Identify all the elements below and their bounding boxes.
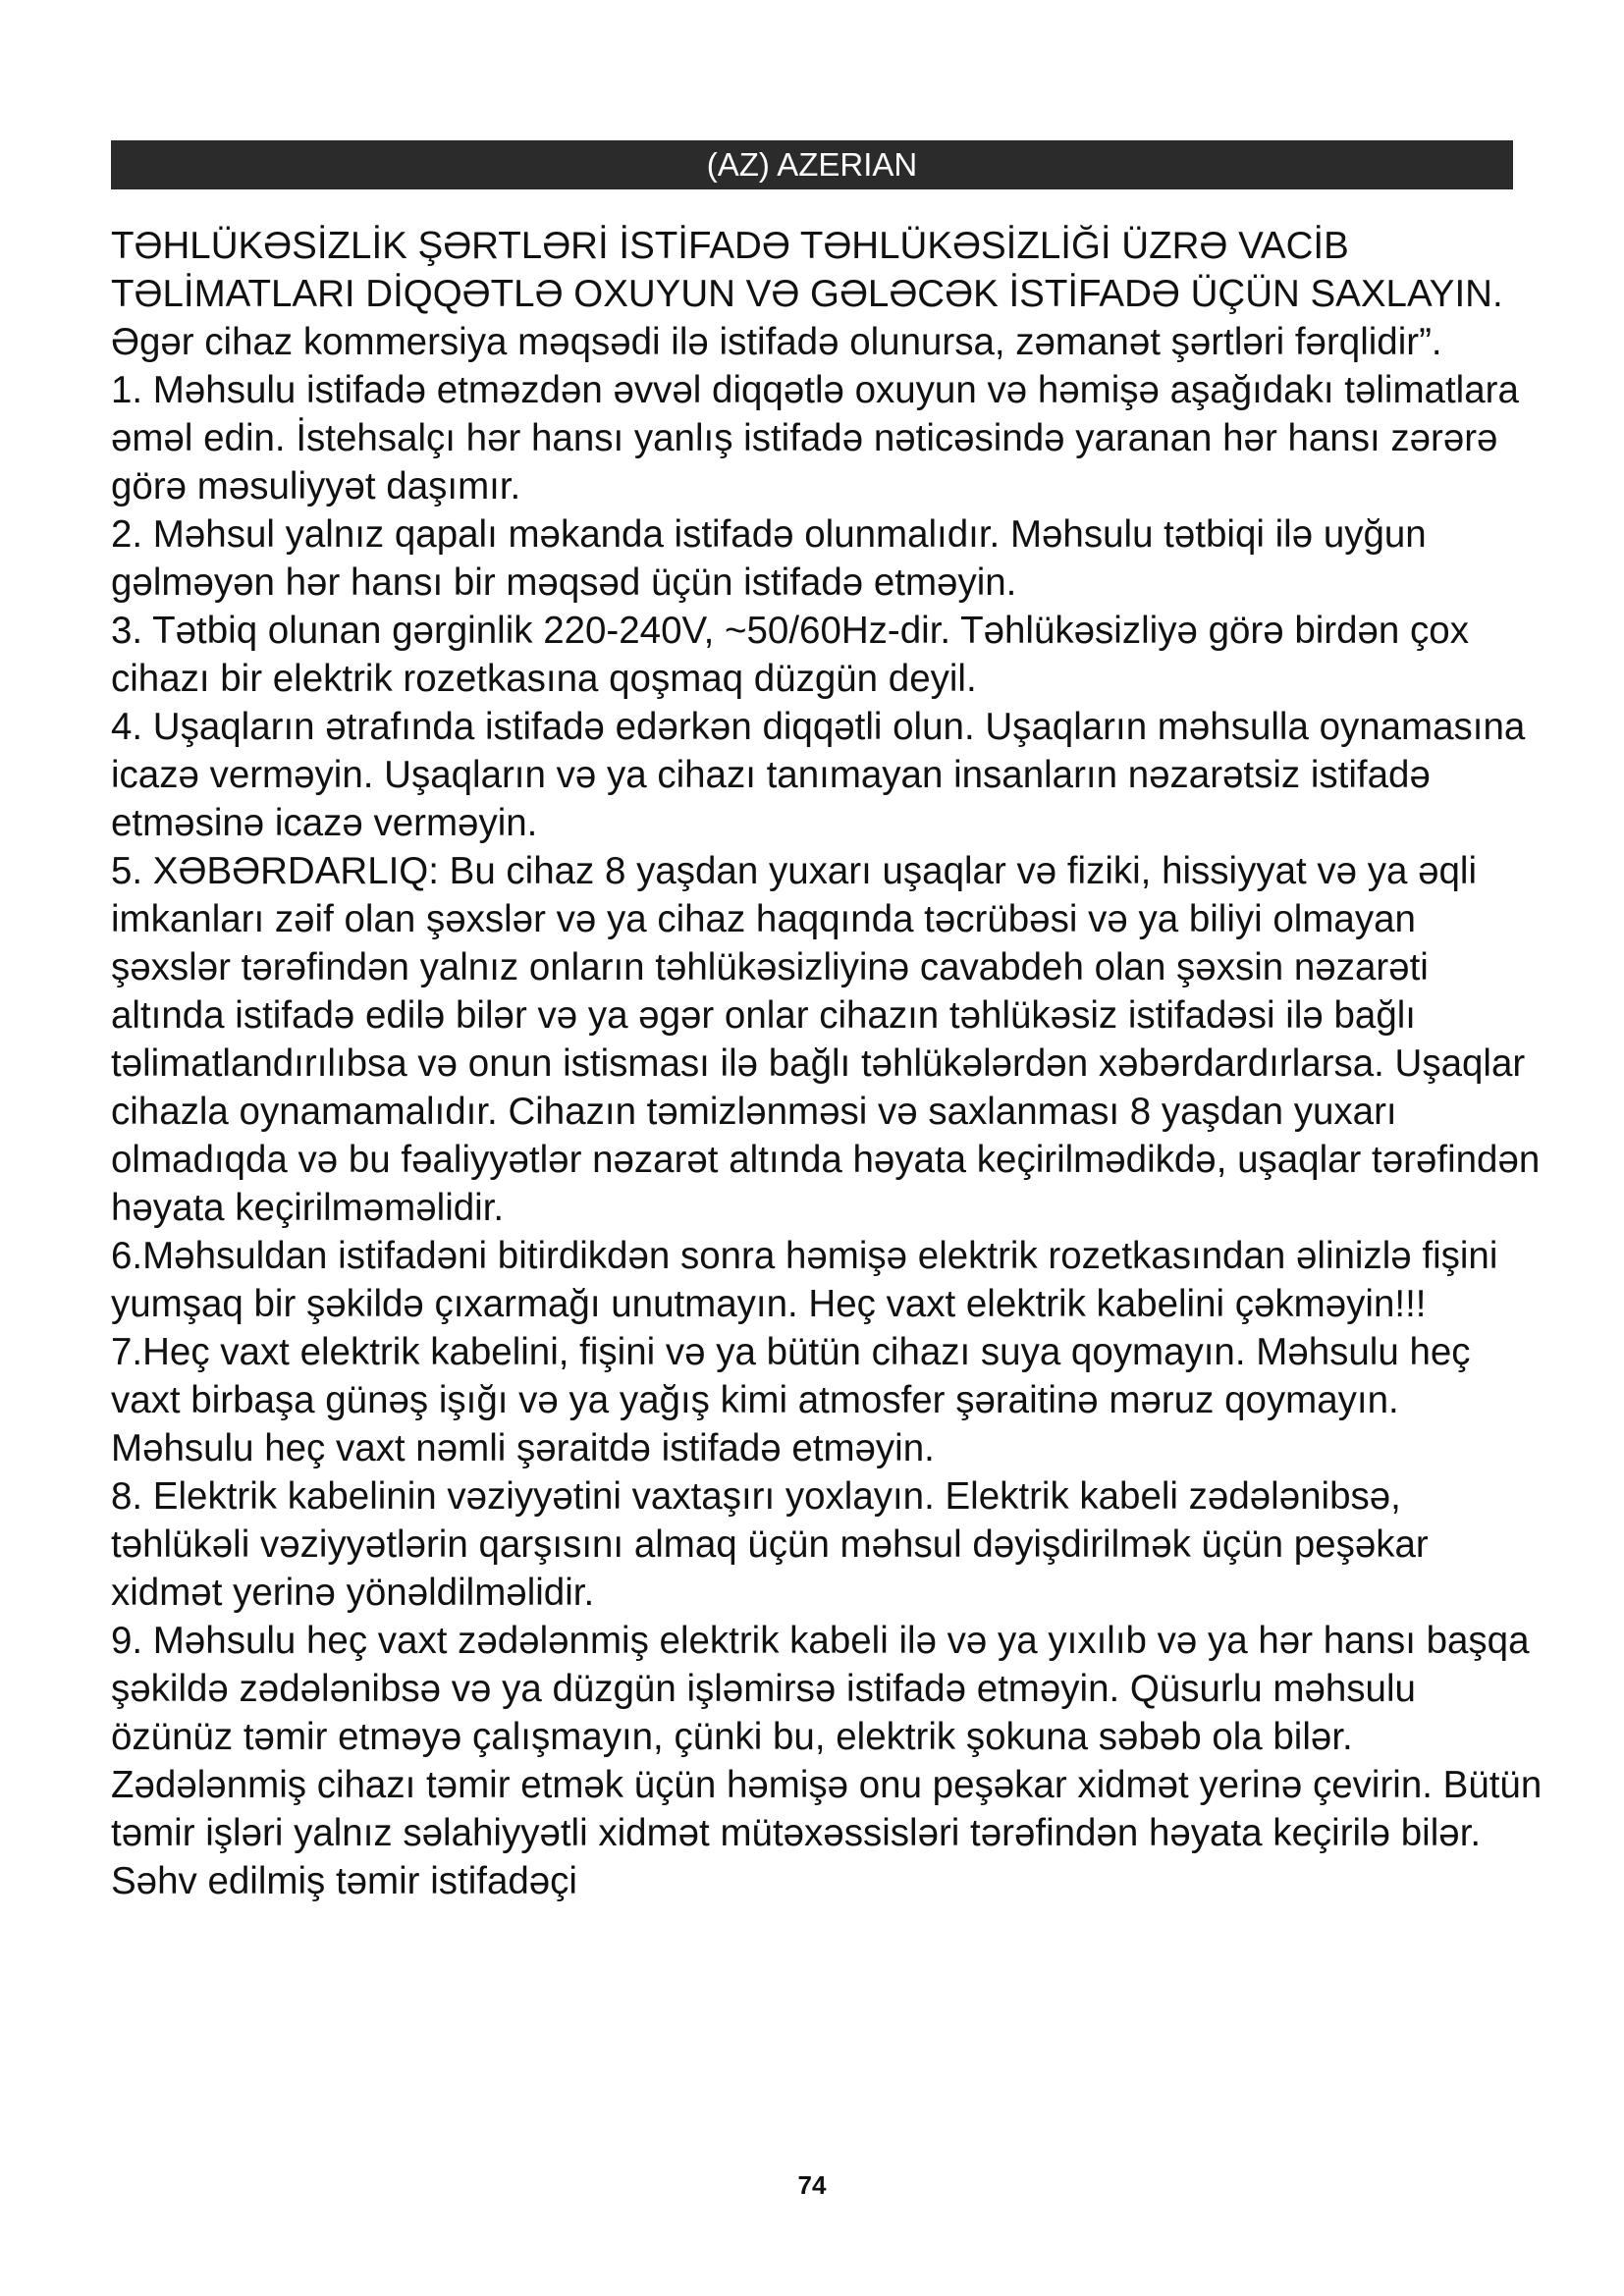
instruction-item-3: 3. Tətbiq olunan gərginlik 220-240V, ~50/60Hz-dir. Təhlükəsizliyə görə birdən çox cihazı bir elektrik rozetkasına qoşmaq düzgün deyil.: [111, 610, 1469, 700]
page-number: 74: [797, 2170, 827, 2200]
language-label: (AZ) AZERIAN: [706, 146, 918, 183]
instruction-item-1: 1. Məhsulu istifadə etməzdən əvvəl diqqətlə oxuyun və həmişə aşağıdakı təlimatlara əməl edin. İstehsalçı hər hansı yanlış istifadə nəticəsində yaranan hər hansı zərərə görə məsuliyyət daşımır.: [111, 369, 1519, 507]
instruction-item-7: 7.Heç vaxt elektrik kabelini, fişini və ya bütün cihazı suya qoymayın. Məhsulu heç vaxt birbaşa günəş işığı və ya yağış kimi atmosfer şəraitinə məruz qoymayın. Məhsulu heç vaxt nəmli şəraitdə istifadə etməyin.: [111, 1331, 1471, 1469]
instruction-item-9: 9. Məhsulu heç vaxt zədələnmiş elektrik kabeli ilə və ya yıxılıb və ya hər hansı başqa şəkildə zədələnibsə və ya düzgün işləmirsə istifadə etməyin. Qüsurlu məhsulu özünüz təmir etməyə çalışmayın, çünki bu, elektrik şokuna səbəb ola bilər. Zədələnmiş cihazı təmir etmək üçün həmişə onu peşəkar xidmət yerinə çevirin. Bütün təmir işləri yalnız səlahiyyətli xidmət mütəxəssisləri tərəfindən həyata keçirilə bilər. Səhv edilmiş təmir istifadəçi: [111, 1620, 1543, 1902]
instruction-item-4: 4. Uşaqların ətrafında istifadə edərkən diqqətli olun. Uşaqların məhsulla oynamasına icazə verməyin. Uşaqların və ya cihazı tanımayan insanların nəzarətsiz istifadə etməsinə icazə verməyin.: [111, 706, 1526, 844]
language-header-bar: [111, 140, 1513, 189]
instruction-item-5: 5. XƏBƏRDARLIQ: Bu cihaz 8 yaşdan yuxarı uşaqlar və fiziki, hissiyyat və ya əqli imkanları zəif olan şəxslər və ya cihaz haqqında təcrübəsi və ya biliyi olmayan şəxslər tərəfindən yalnız onların təhlükəsizliyinə cavabdeh olan şəxsin nəzarəti altında istifadə edilə bilər və ya əgər onlar cihazın təhlükəsiz istifadəsi ilə bağlı təlimatlandırılıbsa və onun istisması ilə bağlı təhlükələrdən xəbərdardırlarsa. Uşaqlar cihazla oynamamalıdır. Cihazın təmizlənməsi və saxlanması 8 yaşdan yuxarı olmadıqda və bu fəaliyyətlər nəzarət altında həyata keçirilmədikdə, uşaqlar tərəfindən həyata keçirilməməlidir.: [111, 850, 1541, 1229]
instruction-item-2: 2. Məhsul yalnız qapalı məkanda istifadə olunmalıdır. Məhsulu tətbiqi ilə uyğun gəlməyən hər hansı bir məqsəd üçün istifadə etməyin.: [111, 513, 1427, 604]
safety-title: TƏHLÜKƏSİZLİK ŞƏRTLƏRİ İSTİFADƏ TƏHLÜKƏSİZLİĞİ ÜZRƏ VACİB TƏLİMATLARI DİQQƏTLƏ OXUYUN VƏ GƏLƏCƏK İSTİFADƏ ÜÇÜN SAXLAYIN.: [111, 225, 1503, 315]
manual-content: [111, 222, 1544, 1905]
instruction-item-6: 6.Məhsuldan istifadəni bitirdikdən sonra həmişə elektrik rozetkasından əlinizlə fişini yumşaq bir şəkildə çıxarmağı unutmayın. Heç vaxt elektrik kabelini çəkməyin!!!: [111, 1235, 1498, 1325]
instruction-item-8: 8. Elektrik kabelinin vəziyyətini vaxtaşırı yoxlayın. Elektrik kabeli zədələnibsə, təhlükəli vəziyyətlərin qarşısını almaq üçün məhsul dəyişdirilmək üçün peşəkar xidmət yerinə yönəldilməlidir.: [111, 1475, 1429, 1614]
warranty-note: Əgər cihaz kommersiya məqsədi ilə istifadə olunursa, zəmanət şərtləri fərqlidir”.: [111, 321, 1442, 363]
